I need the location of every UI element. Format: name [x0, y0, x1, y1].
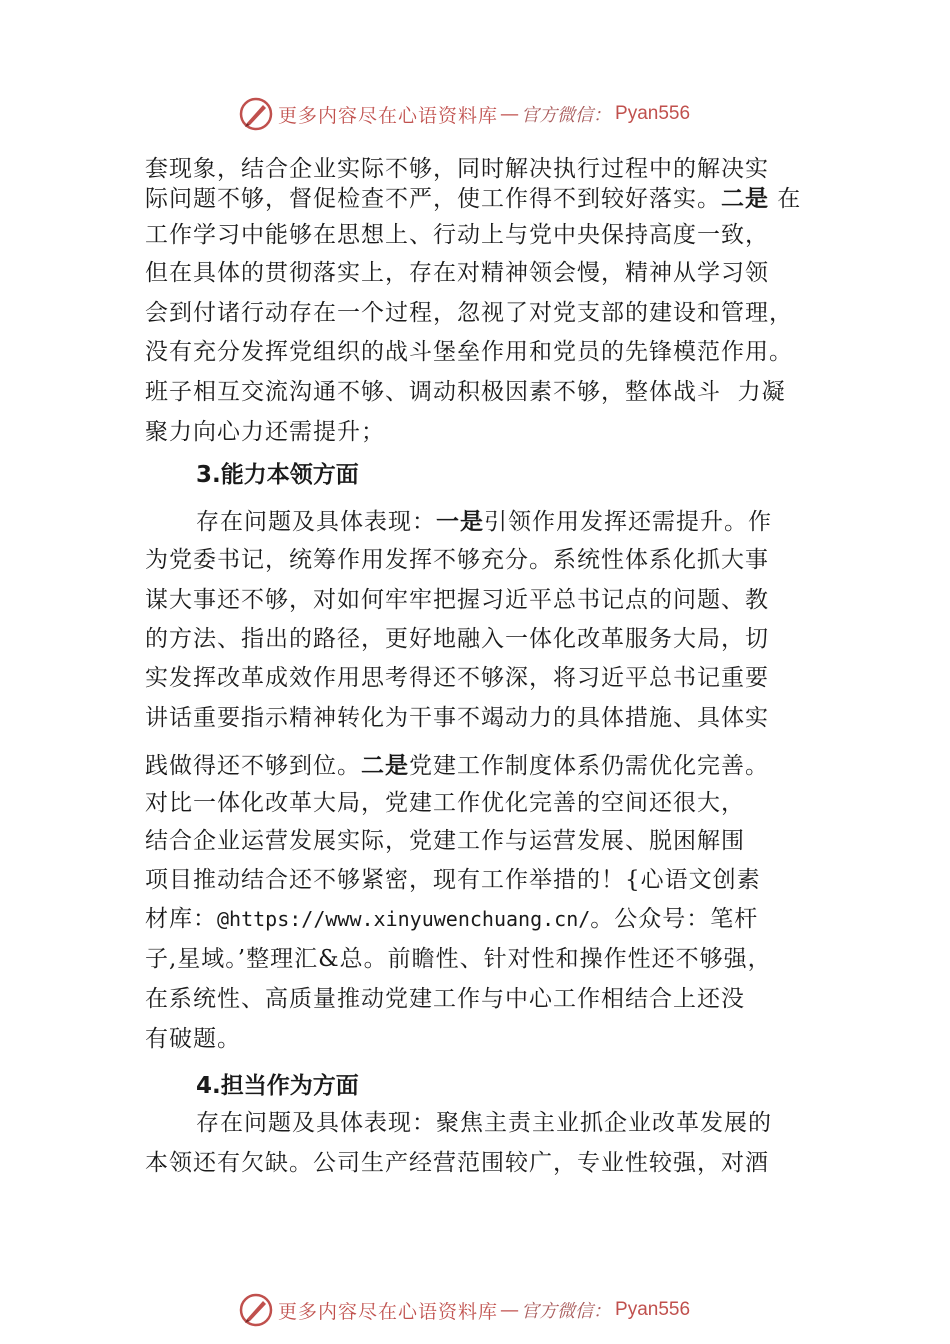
text-line: 对比一体化改革大局，党建工作优化完善的空间还很大，: [145, 790, 745, 816]
text-line: 存在问题及具体表现：一是引领作用发挥还需提升。作: [196, 509, 772, 535]
text-line: 会到付诸行动存在一个过程，忽视了对党支部的建设和管理，: [145, 300, 793, 326]
header-watermark-banner: [238, 94, 758, 134]
banner-wechat-id: Pyan556: [615, 103, 691, 124]
bold-marker: 二是: [361, 753, 409, 779]
banner-text: 更多内容尽在心语资料库: [278, 104, 499, 127]
text-line: 子,星域。’整理汇&总。前瞻性、针对性和操作性还不够强，: [145, 946, 772, 972]
text-line: 套现象，结合企业实际不够，同时解决执行过程中的解决实: [145, 156, 769, 182]
text-line: 际问题不够，督促检查不严，使工作得不到较好落实。二是 在: [145, 186, 802, 212]
bold-marker: 一是: [436, 509, 484, 535]
text-line: 在系统性、高质量推动党建工作与中心工作相结合上还没: [145, 986, 745, 1012]
banner-separator: —: [500, 1299, 520, 1321]
text-line: 讲话重要指示精神转化为干事不竭动力的具体措施、具体实: [145, 705, 769, 731]
text-line: 实发挥改革成效作用思考得还不够深，将习近平总书记重要: [145, 665, 769, 691]
bold-marker: 二是: [721, 186, 769, 212]
text-line: 存在问题及具体表现：聚焦主责主业抓企业改革发展的: [196, 1110, 772, 1136]
section-heading: 4.担当作为方面: [196, 1073, 359, 1099]
banner-subtext: 官方微信：: [521, 1301, 612, 1322]
banner-separator: —: [500, 103, 520, 125]
text-line: 没有充分发挥党组织的战斗堡垒作用和党员的先锋模范作用。: [145, 339, 793, 365]
text-line: 谋大事还不够，对如何牢牢把握习近平总书记点的问题、教: [145, 587, 769, 613]
banner-text: 更多内容尽在心语资料库: [278, 1300, 499, 1323]
url-text: @https://www.xinyuwenchuang.cn/: [217, 907, 591, 931]
text-line: 项目推动结合还不够紧密，现有工作举措的！{心语文创素: [145, 867, 761, 893]
text-line: 的方法、指出的路径，更好地融入一体化改革服务大局，切: [145, 626, 769, 652]
text-line: 结合企业运营发展实际，党建工作与运营发展、脱困解围: [145, 828, 745, 854]
footer-watermark-banner: [238, 1290, 758, 1330]
text-line: 践做得还不够到位。二是党建工作制度体系仍需优化完善。: [145, 753, 769, 779]
text-line: 但在具体的贯彻落实上，存在对精神领会慢，精神从学习领: [145, 260, 769, 286]
pen-logo-icon: [238, 1292, 274, 1328]
text-line: 班子相互交流沟通不够、调动积极因素不够，整体战斗 力凝: [145, 379, 786, 405]
text-line: 本领还有欠缺。公司生产经营范围较广，专业性较强，对酒: [145, 1150, 769, 1176]
text-line: 为党委书记，统筹作用发挥不够充分。系统性体系化抓大事: [145, 547, 769, 573]
text-line: 有破题。: [145, 1026, 241, 1052]
text-line: 聚力向心力还需提升；: [145, 419, 385, 445]
banner-subtext: 官方微信：: [521, 105, 612, 126]
pen-logo-icon: [238, 96, 274, 132]
banner-wechat-id: Pyan556: [615, 1299, 691, 1320]
text-line: 工作学习中能够在思想上、行动上与党中央保持高度一致，: [145, 222, 769, 248]
section-heading: 3.能力本领方面: [196, 462, 359, 488]
text-line: 材库：@https://www.xinyuwenchuang.cn/。公众号：笔杆: [145, 906, 759, 932]
